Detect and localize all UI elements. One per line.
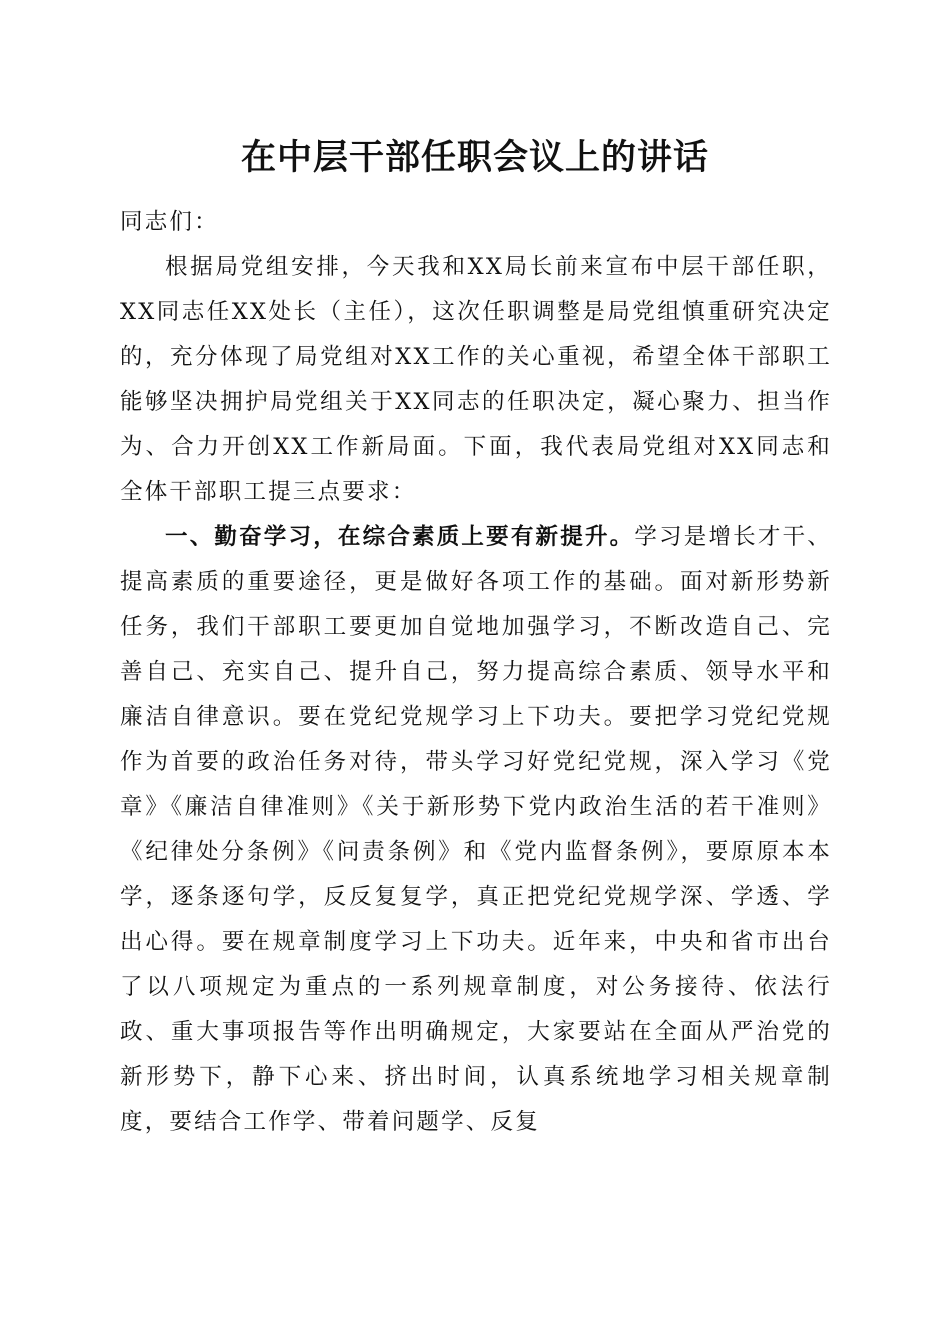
document-title: 在中层干部任职会议上的讲话 — [240, 137, 709, 178]
document-body — [120, 200, 832, 1145]
section-heading: 一、勤奋学习，在综合素质上要有新提升。 — [165, 524, 635, 550]
paragraph-intro — [120, 245, 832, 515]
paragraph-text: 根据局党组安排，今天我和XX局长前来宣布中层干部任职，XX同志任XX处长（主任），这次任职调整是局党组慎重研究决定的，充分体现了局党组对XX工作的关心重视，希望全体干部职工能够坚决拥护局党组关于XX同志的任职决定，凝心聚力、担当作为、合力开创XX工作新局面。下面，我代表局党组对XX同志和全体干部职工提三点要求： — [120, 254, 832, 505]
greeting: 同志们： — [120, 209, 219, 235]
paragraph-text: 学习是增长才干、提高素质的重要途径，更是做好各项工作的基础。面对新形势新任务，我们干部职工要更加自觉地加强学习，不断改造自己、完善自己、充实自己、提升自己，努力提高综合素质、领导水平和廉洁自律意识。要在党纪党规学习上下功夫。要把学习党纪党规作为首要的政治任务对待，带头学习好党纪党规，深入学习《党章》《廉洁自律准则》《关于新形势下党内政治生活的若干准则》《纪律处分条例》《问责条例》和《党内监督条例》，要原原本本学，逐条逐句学，反反复复学，真正把党纪党规学深、学透、学出心得。要在规章制度学习上下功夫。近年来，中央和省市出台了以八项规定为重点的一系列规章制度，对公务接待、依法行政、重大事项报告等作出明确规定，大家要站在全面从严治党的新形势下，静下心来、挤出时间，认真系统地学习相关规章制度，要结合工作学、带着问题学、反复 — [120, 524, 832, 1135]
paragraph-section-1 — [120, 515, 832, 1145]
